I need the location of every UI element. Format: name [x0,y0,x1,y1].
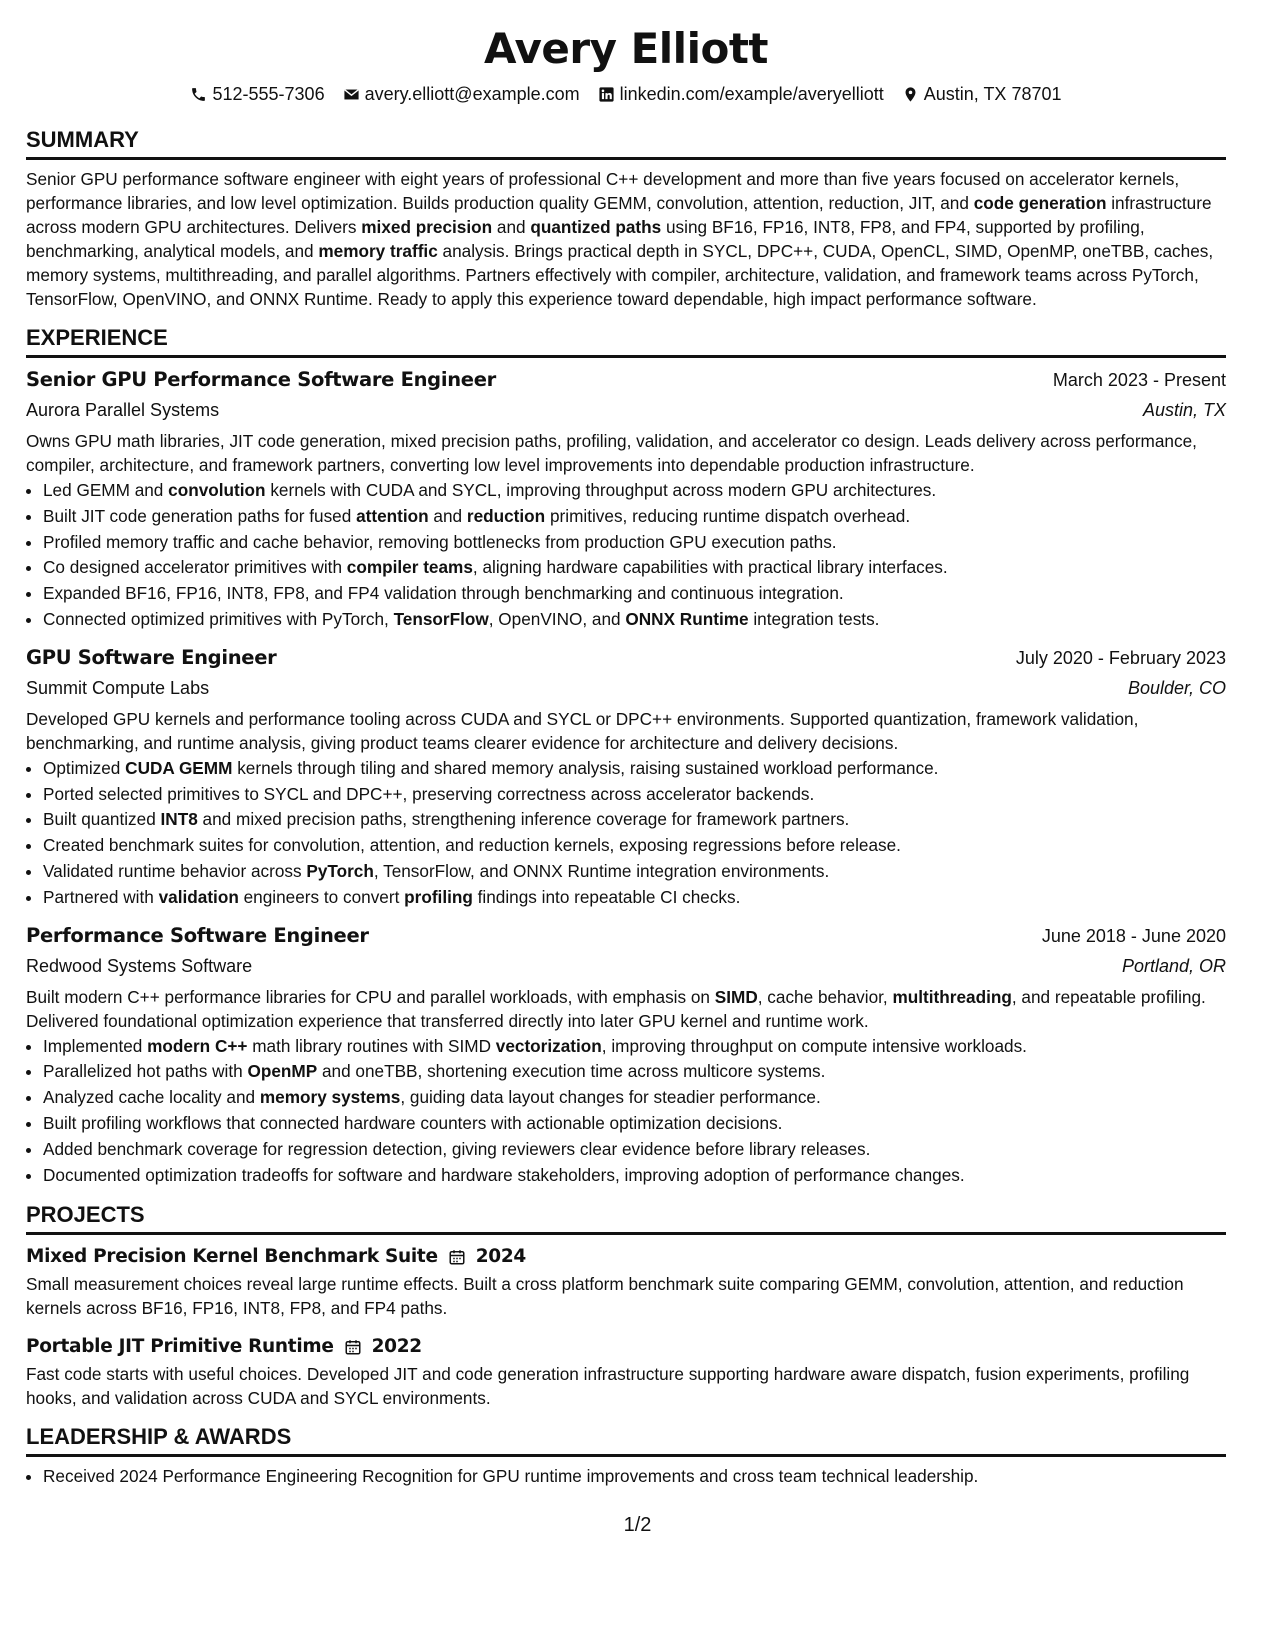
phone-text: 512-555-7306 [212,84,325,104]
section-title-leadership: LEADERSHIP & AWARDS [26,1423,1226,1457]
phone-icon [190,86,207,103]
list-item: • Co designed accelerator primitives with compiler teams, aligning hardware capabilities with practical library interfaces. [43,555,1226,581]
linkedin-icon [598,86,615,103]
project-name: Portable JIT Primitive Runtime [26,1336,334,1358]
list-item: • Added benchmark coverage for regression detection, giving reviewers clear evidence before library releases. [43,1137,1226,1163]
section-title-summary: SUMMARY [26,126,1226,160]
job-entry [26,365,1226,633]
job-title: Performance Software Engineer [26,923,369,947]
project-entry [26,1332,1226,1410]
calendar-icon [448,1248,466,1266]
leadership-section [26,1423,1226,1490]
list-item: • Built quantized INT8 and mixed precision paths, strengthening inference coverage for framework partners. [43,807,1226,833]
contact-phone[interactable] [190,82,324,106]
list-item: • Profiled memory traffic and cache behavior, removing bottlenecks from production GPU execution paths. [43,530,1226,556]
list-item: • Built JIT code generation paths for fused attention and reduction primitives, reducing runtime dispatch overhead. [43,504,1226,530]
projects-section [26,1201,1226,1410]
experience-section [26,324,1226,1188]
list-item: • Created benchmark suites for convolution, attention, and reduction kernels, exposing regressions before release. [43,833,1226,859]
job-dates: June 2018 - June 2020 [1041,925,1226,946]
job-title: GPU Software Engineer [26,645,277,669]
list-item: • Led GEMM and convolution kernels with CUDA and SYCL, improving throughput across modern GPU architectures. [43,478,1226,504]
list-item: • Optimized CUDA GEMM kernels through tiling and shared memory analysis, raising sustained workload performance. [43,756,1226,782]
envelope-icon [343,86,360,103]
job-dates: July 2020 - February 2023 [1015,647,1226,668]
job-location: Boulder, CO [1127,677,1226,698]
job-dates: March 2023 - Present [1052,370,1226,390]
project-year: 2022 [371,1336,422,1358]
job-entry [26,643,1226,911]
contact-linkedin[interactable] [598,82,884,106]
job-location: Austin, TX [1142,400,1226,420]
map-marker-icon [902,86,919,103]
project-name: Mixed Precision Kernel Benchmark Suite [26,1246,438,1268]
list-item: • Connected optimized primitives with PyTorch, TensorFlow, OpenVINO, and ONNX Runtime integration tests. [43,607,1226,633]
job-location: Portland, OR [1121,955,1226,976]
project-year: 2024 [475,1246,527,1268]
list-item: • Analyzed cache locality and memory systems, guiding data layout changes for steadier performance. [43,1085,1226,1111]
job-company: Summit Compute Labs [26,677,210,698]
page-number: 1/2 [623,1514,652,1536]
list-item: • Received 2024 Performance Engineering Recognition for GPU runtime improvements and cross team technical leadership. [43,1464,1226,1490]
job-company: Aurora Parallel Systems [26,400,220,420]
section-title-projects: PROJECTS [26,1201,1226,1235]
job-description: Owns GPU math libraries, JIT code generation, mixed precision paths, profiling, validation, and accelerator co design. Leads delivery across performance, compiler, architecture, and framework partners, converting low level improvements into dependable production infrastructure. [26,431,1197,475]
list-item: • Documented optimization tradeoffs for software and hardware stakeholders, improving adoption of performance changes. [43,1163,1226,1189]
leadership-list [26,1464,1226,1490]
candidate-name: Avery Elliott [484,24,768,73]
calendar-icon [344,1338,362,1356]
contact-email[interactable] [343,82,580,106]
summary-section [26,126,1226,311]
contact-location [902,82,1062,106]
email-text: avery.elliott@example.com [364,84,580,104]
job-description: Developed GPU kernels and performance tooling across CUDA and SYCL or DPC++ environments. Supported quantization, framework validation, benchmarking, and runtime analysis, giving product teams clearer evidence for architecture and delivery decisions. [26,708,1139,753]
job-company: Redwood Systems Software [26,955,253,976]
section-title-experience: EXPERIENCE [26,324,1226,358]
job-title: Senior GPU Performance Software Engineer [26,368,496,391]
list-item: • Expanded BF16, FP16, INT8, FP8, and FP4 validation through benchmarking and continuous integration. [43,581,1226,607]
list-item: • Implemented modern C++ math library routines with SIMD vectorization, improving throughput on compute intensive workloads. [43,1034,1226,1060]
linkedin-text: linkedin.com/example/averyelliott [619,84,884,104]
list-item: • Built profiling workflows that connected hardware counters with actionable optimization decisions. [43,1111,1226,1137]
project-description: Small measurement choices reveal large runtime effects. Built a cross platform benchmark suite comparing GEMM, convolution, attention, and reduction kernels across BF16, FP16, INT8, FP8, and FP4 paths. [26,1274,1184,1319]
job-bullets [26,1034,1226,1189]
job-bullets [26,478,1226,633]
location-text: Austin, TX 78701 [923,84,1062,104]
contact-bar [26,82,1226,106]
project-description: Fast code starts with useful choices. Developed JIT and code generation infrastructure supporting hardware aware dispatch, fusion experiments, profiling hooks, and validation across CUDA and SYCL environments. [26,1364,1190,1409]
list-item: • Parallelized hot paths with OpenMP and oneTBB, shortening execution time across multicore systems. [43,1059,1226,1085]
list-item: • Ported selected primitives to SYCL and DPC++, preserving correctness across accelerator backends. [43,782,1226,808]
project-entry [26,1242,1226,1320]
job-description: Built modern C++ performance libraries for CPU and parallel workloads, with emphasis on SIMD, cache behavior, multithreading, and repeatable profiling. Delivered foundational optimization experience that transferred directly into later GPU kernel and runtime work. [26,986,1206,1031]
summary-text: Senior GPU performance software engineer with eight years of professional C++ development and more than five years focused on accelerator kernels, performance libraries, and low level optimization. Builds production quality GEMM, convolution, attention, reduction, JIT, and code generation infrastructure across modern GPU architectures. Delivers mixed precision and quantized paths using BF16, FP16, INT8, FP8, and FP4, supported by profiling, benchmarking, analytical models, and memory traffic analysis. Brings practical depth in SYCL, DPC++, CUDA, OpenCL, SIMD, OpenMP, oneTBB, caches, memory systems, multithreading, and parallel algorithms. Partners effectively with compiler, architecture, validation, and framework teams across PyTorch, TensorFlow, OpenVINO, and ONNX Runtime. Ready to apply this experience toward dependable, high impact performance software. [26,169,1214,309]
list-item: • Partnered with validation engineers to convert profiling findings into repeatable CI checks. [43,885,1226,911]
list-item: • Validated runtime behavior across PyTorch, TensorFlow, and ONNX Runtime integration environments. [43,859,1226,885]
job-bullets [26,756,1226,911]
job-entry [26,921,1226,1189]
